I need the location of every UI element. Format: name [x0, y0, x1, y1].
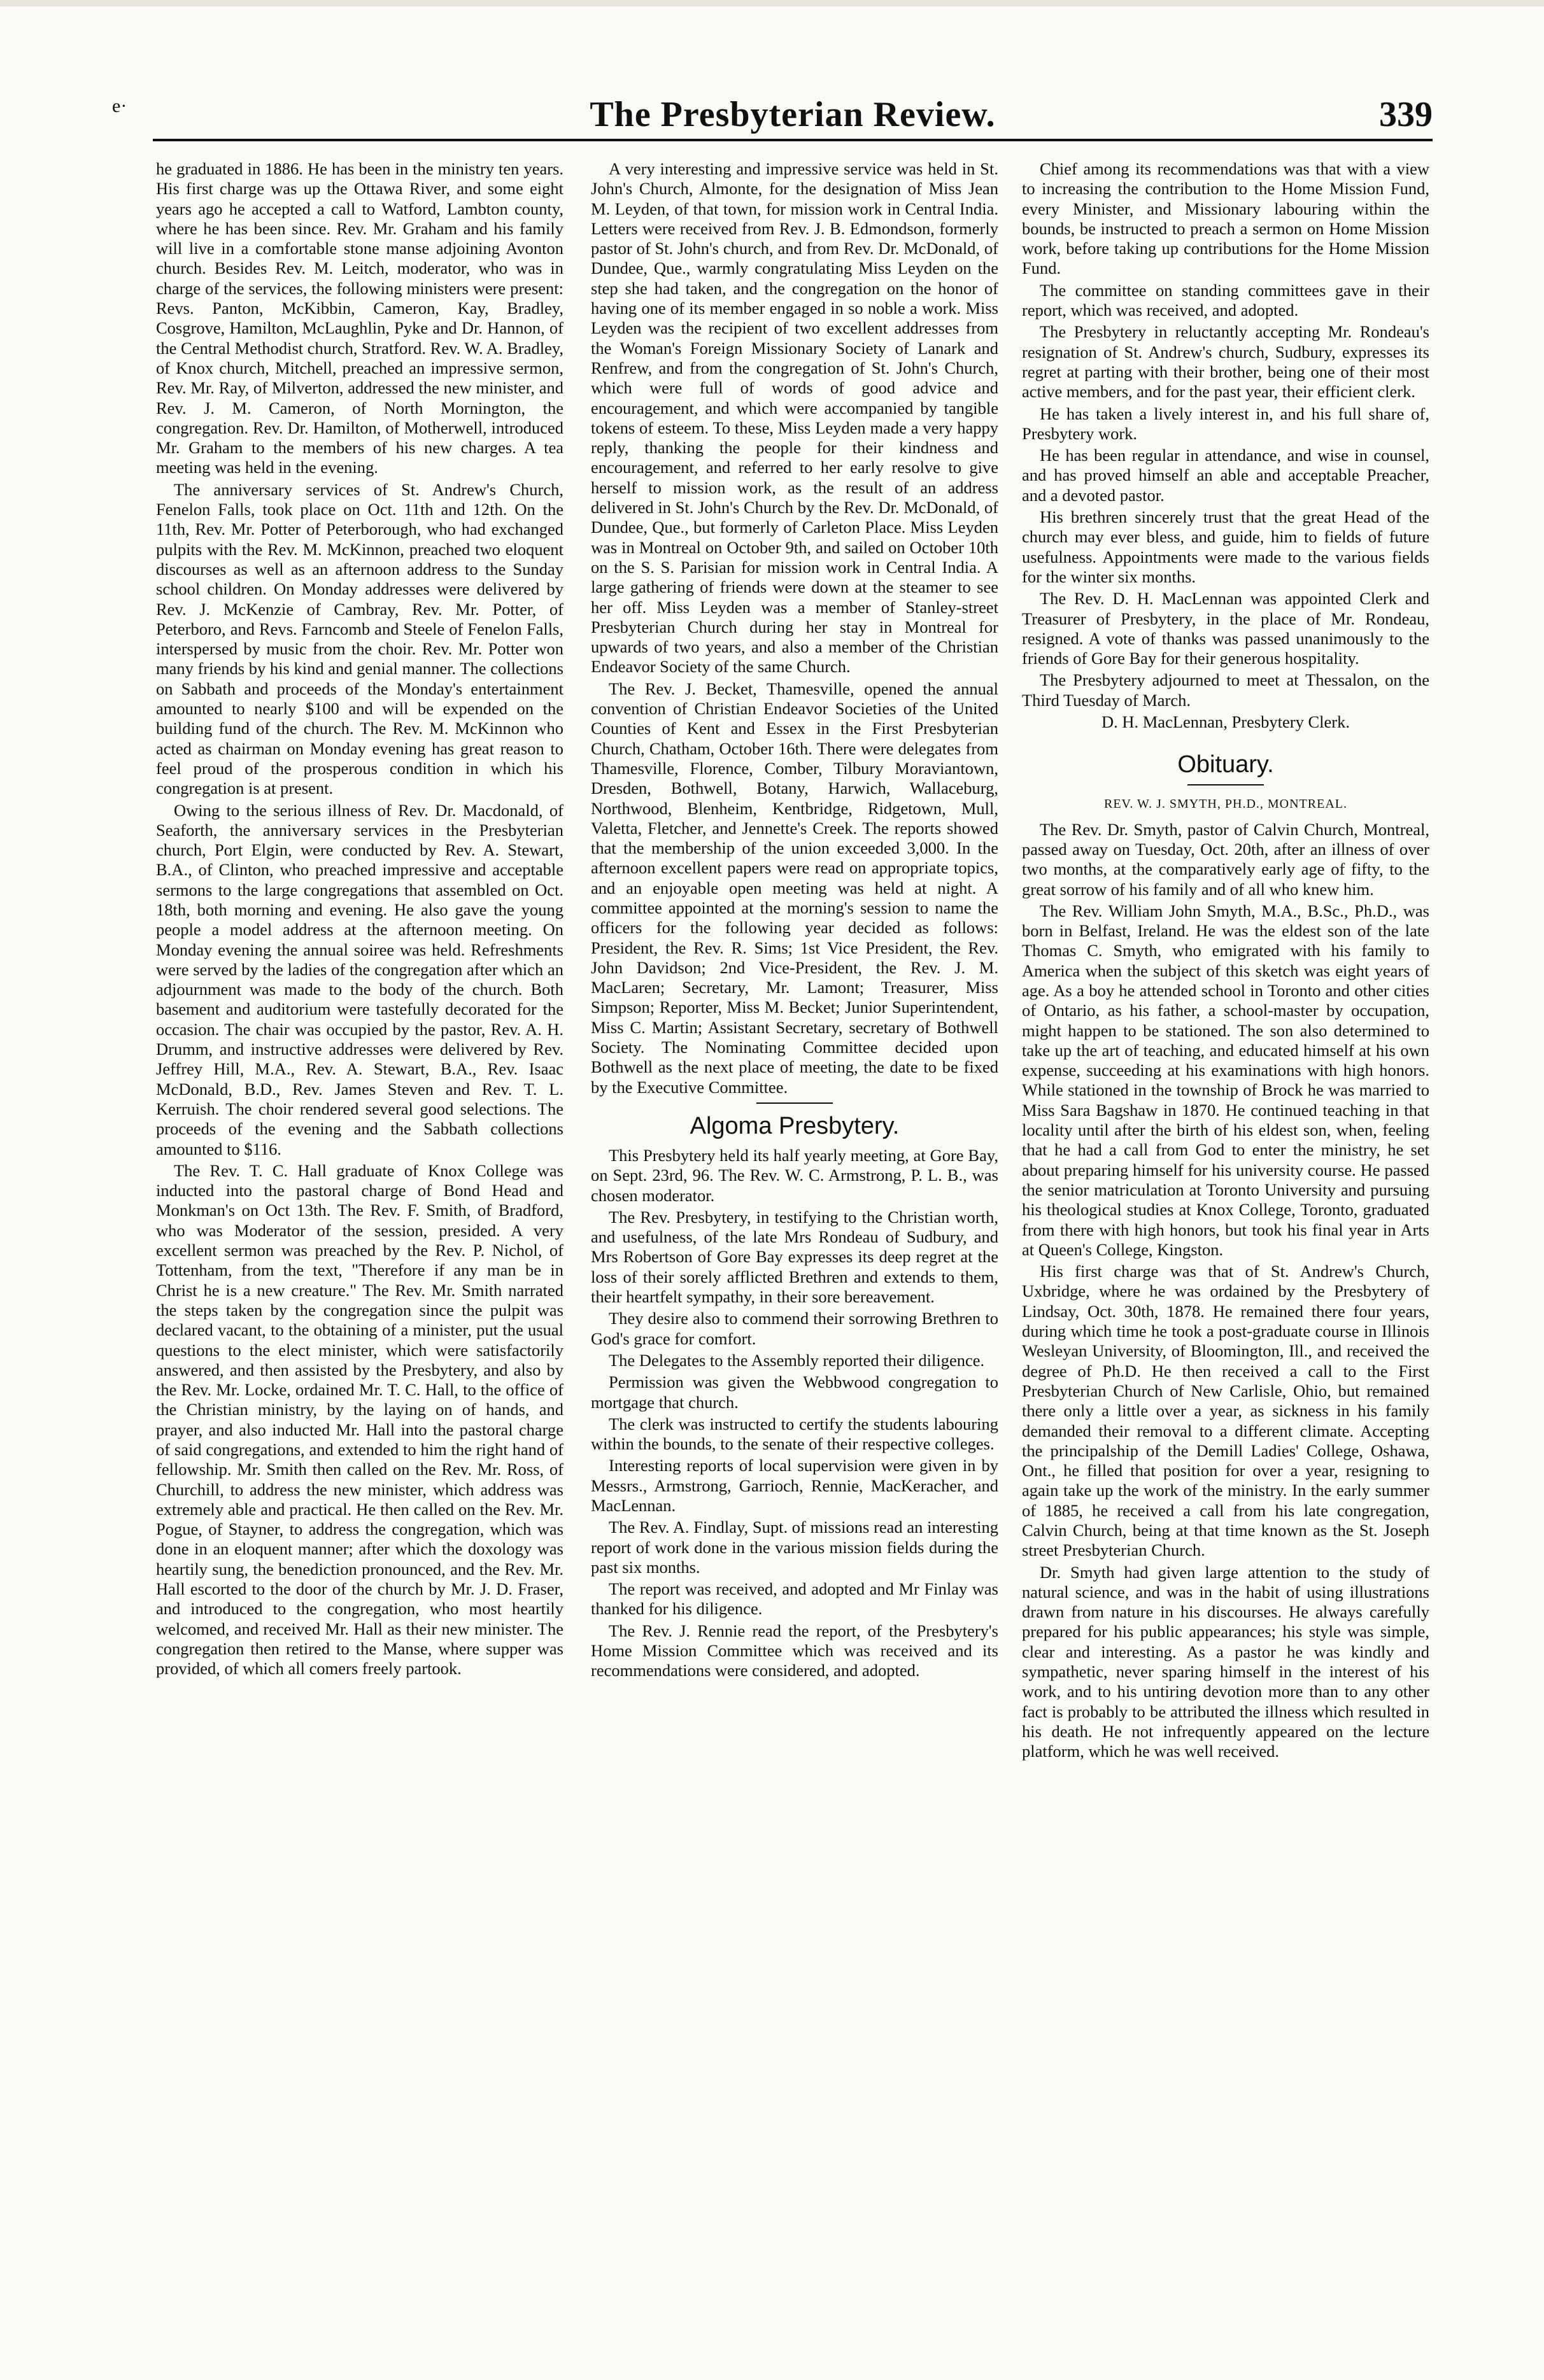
paragraph: They desire also to commend their sorrowing Brethren to God's grace for comfort.	[591, 1309, 998, 1348]
paragraph: The committee on standing committees gave in their report, which was received, and adopted.	[1022, 280, 1429, 320]
paragraph: His brethren sincerely trust that the great Head of the church may ever bless, and guide, him to fields of future usefulness. Appointments were made to the various fields for the winter six months.	[1022, 507, 1429, 586]
paragraph: The Rev. J. Becket, Thamesville, opened the annual convention of Christian Endeavor Societies of the United Counties of Kent and Essex in the First Presbyterian Church, Chatham, October 16th. There were delegates from Thamesville, Florence, Comber, Tilbury Moraviantown, Dresden, Bothwell, Botany, Harwich, Wallaceburg, Northwood, Blenheim, Kentbridge, Ridgetown, Mull, Valetta, Fletcher, and Jennette's Creek. The reports showed that the membership of the union exceeded 3,000. In the afternoon excellent papers were read on appropriate topics, and an enjoyable open meeting was held at night. A committee appointed at the morning's session to name the officers for the following year decided as follows: President, the Rev. R. Sims; 1st Vice President, the Rev. John Davidson; 2nd Vice-President, the Rev. J. M. MacLaren; Secretary, Mr. Lamont; Treasurer, Miss Simpson; Reporter, Miss M. Becket; Junior Superintendent, Miss C. Martin; Assistant Secretary, secretary of Bothwell Society. The Nominating Committee decided upon Bothwell as the next place of meeting, the date to be fixed by the Executive Committee.	[591, 679, 998, 1097]
paragraph: The Rev. T. C. Hall graduate of Knox College was inducted into the pastoral charge of Bond Head and Monkman's on Oct 13th. The Rev. F. Smith, of Bradford, who was Moderator of the session, presided. A very excellent sermon was preached by the Rev. P. Nichol, of Tottenham, from the text, "Therefore if any man be in Christ he is a new creature." The Rev. Mr. Smith narrated the steps taken by the congregation since the pulpit was declared vacant, to the obtaining of a minister, put the usual questions to the elect minister, which were satisfactorily answered, and then assisted by the Presbytery, and also by the Rev. Mr. Locke, ordained Mr. T. C. Hall, to the office of the Christian ministry, by the laying on of hands, and prayer, and also inducted Mr. Hall into the pastoral charge of said congregations, and extended to him the right hand of fellowship. Mr. Smith then called on the Rev. Mr. Ross, of Churchill, to address the new minister, which address was extremely able and practical. He then called on the Rev. Mr. Pogue, of Stayner, to address the congregation, which was done in an eloquent manner; after which the doxology was heartily sung, the benediction pronounced, and the Rev. Mr. Hall escorted to the door of the church by Mr. J. D. Fraser, and introduced to the congregation, who most heartily welcomed, and received Mr. Hall as their new minister. The congregation then retired to the Manse, where supper was provided, of which all comers freely partook.	[156, 1160, 563, 1679]
corner-mark: e·	[112, 95, 127, 116]
section-rule	[756, 1102, 833, 1104]
section-rule	[1187, 784, 1264, 785]
paragraph: He has taken a lively interest in, and his full share of, Presbytery work.	[1022, 404, 1429, 443]
paragraph: Interesting reports of local supervision were given in by Messrs., Armstrong, Garrioch, Rennie, MacKeracher, and MacLennan.	[591, 1456, 998, 1515]
page-header	[153, 94, 1433, 141]
paragraph: The Rev. William John Smyth, M.A., B.Sc., Ph.D., was born in Belfast, Ireland. He was the eldest son of the late Thomas C. Smyth, who emigrated with his family to America when the subject of this sketch was eight years of age. As a boy he attended school in Toronto and other cities of Ontario, as his father, a school-master by occupation, might happen to be stationed. The son also determined to take up the art of teaching, and educated himself at his own expense, succeeding at his examinations with high honors. While stationed in the township of Brock he was married to Miss Sara Bagshaw in 1870. He continued teaching in that locality until after the birth of his eldest son, when, feeling that he had a call from God to enter the ministry, he set about preparing himself for his university course. He passed the senior matriculation at Toronto University and pursuing his theological studies at Knox College, Toronto, graduated from there with high honors, but took his final year in Arts at Queen's College, Kingston.	[1022, 901, 1429, 1259]
paragraph: Chief among its recommendations was that with a view to increasing the contribution to the Home Mission Fund, every Minister, and Missionary labouring within the bounds, be instructed to preach a sermon on Home Mission work, before taking up contributions for the Home Mission Fund.	[1022, 159, 1429, 278]
paragraph: The Rev. A. Findlay, Supt. of missions read an interesting report of work done in the various mission fields during the past six months.	[591, 1517, 998, 1577]
paragraph: The Rev. Dr. Smyth, pastor of Calvin Church, Montreal, passed away on Tuesday, Oct. 20th, after an illness of over two months, at the comparatively early age of fifty, to the great sorrow of his family and of all who knew him.	[1022, 819, 1429, 899]
paragraph: he graduated in 1886. He has been in the ministry ten years. His first charge was up the Ottawa River, and some eight years ago he accepted a call to Watford, Lambton county, where he has been since. Rev. Mr. Graham and his family will live in a comfortable stone manse adjoining Avonton church. Besides Rev. M. Leitch, moderator, who was in charge of the services, the following ministers were present: Revs. Panton, McKibbin, Cameron, Kay, Bradley, Cosgrove, Hamilton, McLaughlin, Pyke and Dr. Hannon, of the Central Methodist church, Stratford. Rev. W. A. Bradley, of Knox church, Mitchell, preached an impressive sermon, Rev. Mr. Ray, of Milverton, addressed the new minister, and Rev. J. M. Cameron, of North Mornington, the congregation. Rev. Dr. Hamilton, of Motherwell, introduced Mr. Graham to the members of his new charges. A tea meeting was held in the evening.	[156, 159, 563, 477]
paragraph: Permission was given the Webbwood congregation to mortgage that church.	[591, 1372, 998, 1412]
obituary-byline: REV. W. J. SMYTH, PH.D., MONTREAL.	[1103, 797, 1347, 812]
paragraph: The Presbytery adjourned to meet at Thessalon, on the Third Tuesday of March.	[1022, 670, 1429, 710]
paragraph: He has been regular in attendance, and wise in counsel, and has proved himself an able and acceptable Preacher, and a devoted pastor.	[1022, 446, 1429, 505]
journal-title: The Presbyterian Review.	[590, 95, 996, 134]
paragraph: Owing to the serious illness of Rev. Dr. Macdonald, of Seaforth, the anniversary services in the Presbyterian church, Port Elgin, were conducted by Rev. A. Stewart, B.A., of Clinton, who preached impressive and acceptable sermons to the large congregations that assembled on Oct. 18th, both morning and evening. He also gave the young people a model address at the afternoon meeting. On Monday evening the annual soiree was held. Refreshments were served by the ladies of the congregation after which an adjournment was made to the body of the church. Both basement and auditorium were tastefully decorated for the occasion. The chair was occupied by the pastor, Rev. A. H. Drumm, and instructive addresses were delivered by Rev. Jeffrey Hill, M.A., Rev. A. Stewart, B.A., Rev. Isaac McDonald, B.D., Rev. James Steven and Rev. T. L. Kerruish. The choir rendered several good selections. The proceeds of the evening and the Sabbath collections amounted to $116.	[156, 800, 563, 1158]
paragraph: The Rev. J. Rennie read the report, of the Presbytery's Home Mission Committee which was received and its recommendations were considered, and adopted.	[591, 1621, 998, 1680]
paragraph: The Rev. Presbytery, in testifying to the Christian worth, and usefulness, of the late Mrs Rondeau of Sudbury, and Mrs Robertson of Gore Bay expresses its deep regret at the loss of their sorely afflicted Brethren and extends to them, their heartfelt sympathy, in their sore bereavement.	[591, 1207, 998, 1307]
paragraph: This Presbytery held its half yearly meeting, at Gore Bay, on Sept. 23rd, 96. The Rev. W. C. Armstrong, P. L. B., was chosen moderator.	[591, 1145, 998, 1205]
paragraph: A very interesting and impressive service was held in St. John's Church, Almonte, for the designation of Miss Jean M. Leyden, of that town, for mission work in Central India. Letters were received from Rev. J. B. Edmondson, formerly pastor of St. John's church, and from Rev. Dr. McDonald, of Dundee, Que., warmly congratulating Miss Leyden on the step she had taken, and the congregation on the honor of having one of its member engaged in so noble a work. Miss Leyden was the recipient of two excellent addresses from the Woman's Foreign Missionary Society of Lanark and Renfrew, and from the congregation of St. John's Church, which were full of words of good advice and encouragement, and which were accompanied by tangible tokens of esteem. To these, Miss Leyden made a very happy reply, thanking the people for their kindness and encouragement, and referred to her early resolve to give herself to mission work, as the result of an address delivered in St. John's Church by the Rev. Dr. McDonald, of Dundee, Que., but formerly of Carleton Place. Miss Leyden was in Montreal on October 9th, and sailed on October 10th on the S. S. Parisian for mission work in Central India. A large gathering of friends were down at the steamer to see her off. Miss Leyden was a member of Stanley-street Presbyterian Church during her stay in Montreal for upwards of two years, and also a member of the Christian Endeavor Society of the same Church.	[591, 159, 998, 677]
page-number: 339	[1379, 95, 1433, 134]
scan-edge	[0, 0, 1544, 6]
algoma-presbytery-title: Algoma Presbytery.	[690, 1112, 900, 1139]
paragraph: The Delegates to the Assembly reported their diligence.	[609, 1350, 985, 1370]
column-3	[1022, 159, 1429, 2342]
paragraph: The report was received, and adopted and Mr Finlay was thanked for his diligence.	[591, 1579, 998, 1619]
paragraph: Dr. Smyth had given large attention to the study of natural science, and was in the habit of using illustrations drawn from nature in his discourses. He always carefully prepared for his public appearances; his style was simple, clear and interesting. As a pastor he was kindly and sympathetic, never sparing himself in the interest of his work, and to his untiring devotion more than to any other fact is probably to be attributed the illness which resulted in his death. He not infrequently appeared on the lecture platform, which he was well received.	[1022, 1562, 1429, 1761]
paragraph: The clerk was instructed to certify the students labouring within the bounds, to the senate of their respective colleges.	[591, 1414, 998, 1454]
paragraph: His first charge was that of St. Andrew's Church, Uxbridge, where he was ordained by the Presbytery of Lindsay, Oct. 30th, 1878. He remained there four years, during which time he took a post-graduate course in Illinois Wesleyan University, of Bloomington, Ill., and received the degree of Ph.D. He then received a call to the First Presbyterian Church of New Carlisle, Ohio, but remained there only a little over a year, as sickness in his family demanded their removal to a different climate. Accepting the principalship of the Demill Ladies' College, Oshawa, Ont., he filled that position for over a year, resigning to again take up the work of the ministry. In the early summer of 1885, he received a call from his late congregation, Calvin Church, being at that time known as the St. Joseph street Presbyterian Church.	[1022, 1262, 1429, 1560]
column-2	[591, 159, 998, 2342]
paragraph: The anniversary services of St. Andrew's Church, Fenelon Falls, took place on Oct. 11th and 12th. On the 11th, Rev. Mr. Potter of Peterborough, who had exchanged pulpits with the Rev. M. McKinnon, preached two eloquent discourses as well as an afternoon address to the Sunday school children. On Monday addresses were delivered by Rev. J. McKenzie of Cambray, Rev. Mr. Potter, of Peterboro, and Revs. Farncomb and Steele of Fenelon Falls, interspersed by music from the choir. Rev. Mr. Potter won many friends by his kind and genial manner. The collections on Sabbath and proceeds of the Monday's entertainment amounted to nearly $100 and will be expended on the building fund of the church. The Rev. M. McKinnon who acted as chairman on Monday evening has great reason to feel proud of the prosperous condition in which his congregation is at present.	[156, 479, 563, 798]
paragraph: The Presbytery in reluctantly accepting Mr. Rondeau's resignation of St. Andrew's church, Sudbury, expresses its regret at parting with their brother, being one of their most active members, and for the past year, their efficient clerk.	[1022, 322, 1429, 402]
paragraph: The Rev. D. H. MacLennan was appointed Clerk and Treasurer of Presbytery, in the place of Mr. Rondeau, resigned. A vote of thanks was passed unanimously to the friends of Gore Bay for their generous hospitality.	[1022, 589, 1429, 668]
obituary-title: Obituary.	[1177, 751, 1274, 778]
column-1	[156, 159, 563, 2342]
clerk-signature: D. H. MacLennan, Presbytery Clerk.	[1101, 712, 1350, 732]
